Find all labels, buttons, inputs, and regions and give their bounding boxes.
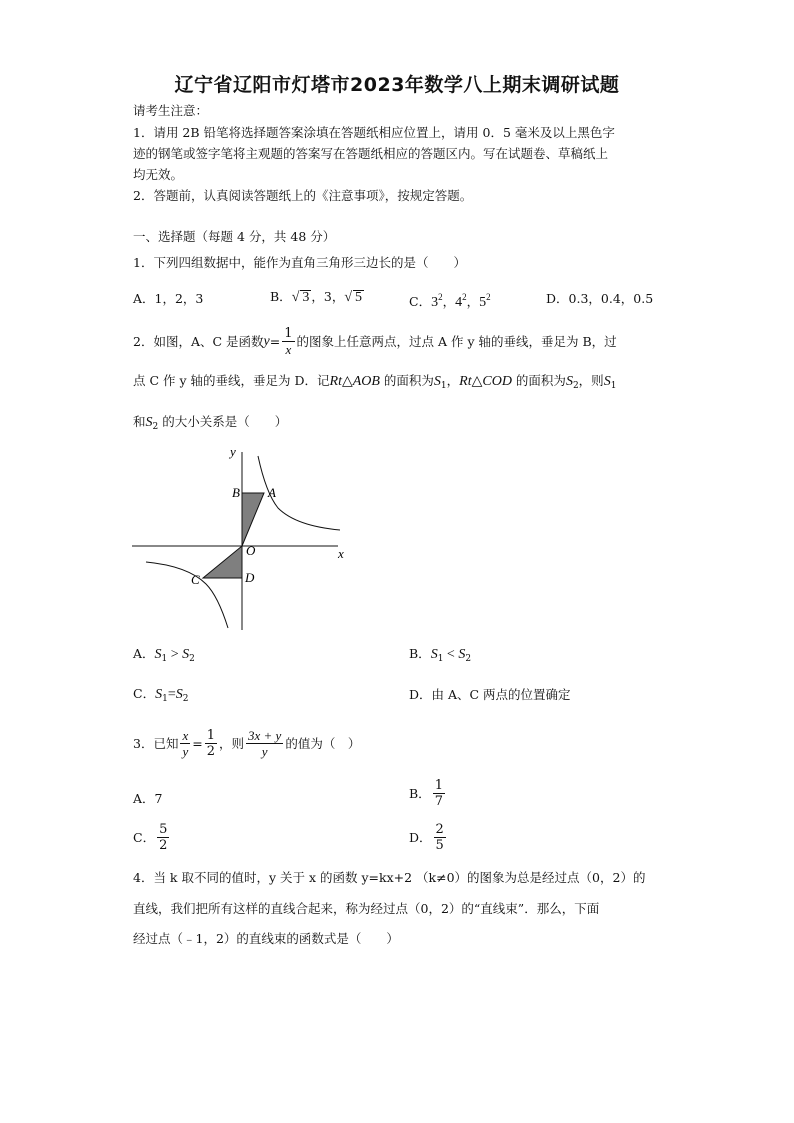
q2-line-1: 2．如图，A、C 是函数 y = $\frac{1}{x}$ 的图象上任意两点，过点 A 作 y 轴的垂线，垂足为 B，过 [133,326,617,357]
y-axis-label: y [230,444,236,459]
point-d-label: D [245,570,255,585]
point-o-label: O [246,543,256,558]
q3-option-b: B． $\frac{1}{7}$ [409,778,443,809]
notice-heading: 请考生注意： [133,103,209,118]
q4-line-1: 4．当 k 取不同的值时，y 关于 x 的函数 y=kx+2 （k≠0）的图象为总是经过点（0，2）的 [133,870,646,885]
q2-figure [128,440,358,635]
q1-option-b: B．√ 3 ，3，√ 5 [270,289,363,305]
notice-line-1: 1．请用 2B 铅笔将选择题答案涂填在答题纸相应位置上，请用 0．5 毫米及以上黑色字 [133,125,615,140]
point-b-label: B [232,485,240,500]
q3-stem: 3．已知 $\frac{x}{y}$ = $\frac{1}{2}$ ，则 $\frac{3x + y}{y}$ 的值为（ ） [133,728,361,759]
q1-stem: 1．下列四组数据中，能作为直角三角形三边长的是（ ） [133,255,466,270]
q2-option-a: A．$S_1 > S_2$ [133,646,195,664]
notice-line-3: 均无效。 [133,167,184,182]
triangle-aob [242,493,264,546]
q3-option-d: D． $\frac{2}{5}$ [409,822,444,853]
point-c-label: C [191,572,200,587]
q1-option-c: C．$3^2$，$4^2$，$5^2$ [409,292,491,310]
notice-line-2: 迹的钢笔或签字笔将主观题的答案写在答题纸相应的答题区内。写在试题卷、草稿纸上 [133,146,609,161]
q2-line-3: 和$S_2$ 的大小关系是（ ） [133,414,288,432]
x-axis-label: x [338,546,344,561]
q3-option-c: C． $\frac{5}{2}$ [133,822,168,853]
q1-option-d: D．0.3，0.4，0.5 [546,291,654,306]
q3-option-a: A．7 [133,791,163,806]
q2-option-c: C．$S_1=S_2$ [133,686,189,704]
q2-option-d: D．由 A、C 两点的位置确定 [409,687,571,702]
point-a-label: A [268,485,276,500]
q2-option-b: B．$S_1 < S_2$ [409,646,472,664]
q4-line-3: 经过点（﹣1，2）的直线束的函数式是（ ） [133,931,399,946]
q4-line-2: 直线，我们把所有这样的直线合起来，称为经过点（0，2）的“直线束”．那么，下面 [133,901,600,916]
triangle-cod [203,546,242,578]
notice-line-4: 2．答题前，认真阅读答题纸上的《注意事项》，按规定答题。 [133,188,473,203]
q1-option-a: A．1，2，3 [133,291,204,306]
page-title: 辽宁省辽阳市灯塔市2023年数学八上期末调研试题 [174,74,620,96]
section-heading: 一、选择题（每题 4 分，共 48 分） [133,229,336,244]
q2-line-2: 点 C 作 y 轴的垂线，垂足为 D．记Rt△AOB 的面积为$S_1$，Rt△COD 的面积为$S_2$，则$S_1$ [133,373,617,391]
